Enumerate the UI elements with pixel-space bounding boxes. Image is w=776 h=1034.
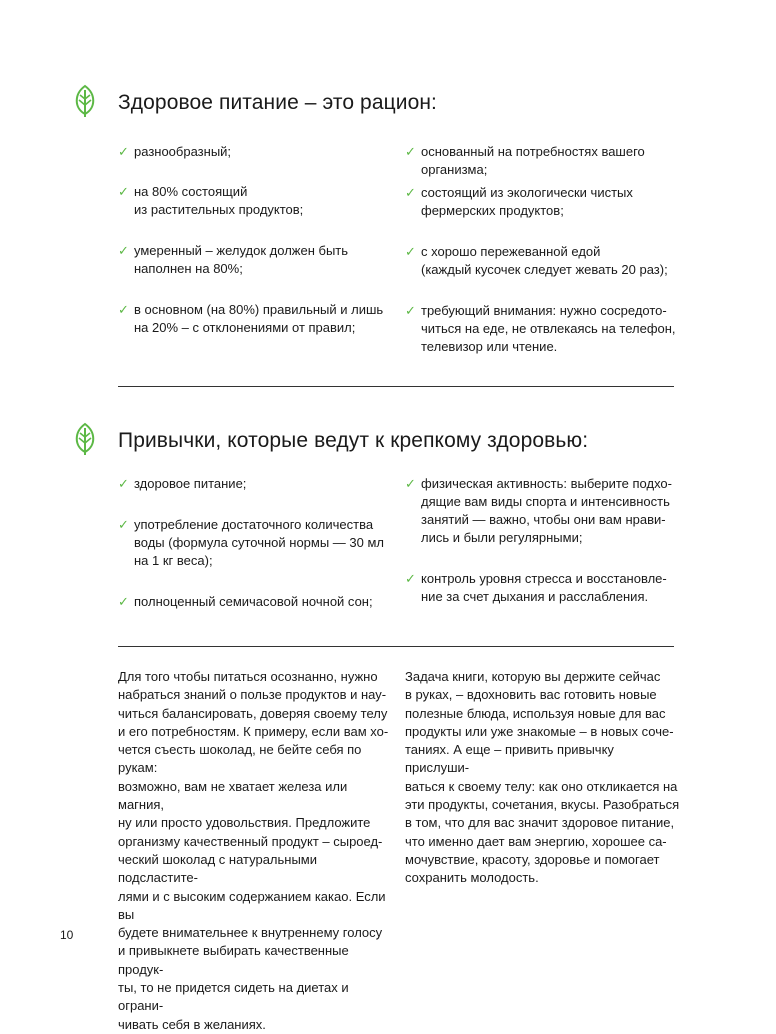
section2-right-list	[405, 475, 680, 606]
check-icon: ✓	[118, 594, 129, 609]
list-item: ✓ с хорошо пережеванной едой (каждый кусочек следует жевать 20 раз);	[405, 244, 668, 277]
check-icon: ✓	[405, 185, 416, 200]
page-number: 10	[60, 928, 74, 942]
divider	[118, 646, 674, 647]
list-item: ✓ основанный на потребностях вашего организма;	[405, 144, 645, 177]
check-icon: ✓	[118, 243, 129, 258]
check-icon: ✓	[405, 144, 416, 159]
list-item: ✓ в основном (на 80%) правильный и лишь на 20% – с отклонениями от правил;	[118, 302, 384, 335]
section-heading: Привычки, которые ведут к крепкому здоровью:	[118, 429, 589, 452]
section2-left-list	[118, 475, 393, 611]
list-item: ✓ полноценный семичасовой ночной сон;	[118, 594, 373, 609]
section1-left-list	[118, 143, 393, 337]
list-item: ✓ умеренный – желудок должен быть наполнен на 80%;	[118, 243, 349, 276]
list-item: ✓ разнообразный;	[118, 144, 232, 159]
body-paragraph-right: Задача книги, которую вы держите сейчас в руках, – вдохновить вас готовить новые полезные блюда, используя новые для вас продукты или уже знакомые – в новых соче- таниях. А еще – привить привычку прислуши- ваться к своему телу: как оно откликается на эти продукты, сочетания, вкусы. Разобраться в том, что для вас значит здоровое питание, что именно дает вам энергию, хорошее са- мочувствие, красоту, здоровье и помогает сохранить молодость.	[405, 669, 680, 886]
check-icon: ✓	[118, 302, 129, 317]
list-item: ✓ состоящий из экологически чистых фермерских продуктов;	[405, 185, 633, 218]
list-item: ✓ здоровое питание;	[118, 476, 247, 491]
list-item: ✓ контроль уровня стресса и восстановле- ние за счет дыхания и расслабления.	[405, 571, 667, 604]
list-item: ✓ употребление достаточного количества воды (формула суточной нормы — 30 мл на 1 кг веса);	[118, 517, 385, 568]
leaf-icon	[70, 84, 100, 118]
divider	[118, 386, 674, 387]
list-item: ✓ на 80% состоящий из растительных продуктов;	[118, 184, 304, 217]
check-icon: ✓	[405, 303, 416, 318]
check-icon: ✓	[405, 244, 416, 259]
leaf-icon	[70, 422, 100, 456]
check-icon: ✓	[118, 476, 129, 491]
section-heading: Здоровое питание – это рацион:	[118, 91, 437, 114]
section1-right-list	[405, 143, 680, 356]
check-icon: ✓	[118, 517, 129, 532]
check-icon: ✓	[405, 476, 416, 491]
check-icon: ✓	[118, 184, 129, 199]
check-icon: ✓	[118, 144, 129, 159]
list-item: ✓ требующий внимания: нужно сосредото- читься на еде, не отвлекаясь на телефон, телевизор или чтение.	[405, 303, 676, 354]
check-icon: ✓	[405, 571, 416, 586]
list-item: ✓ физическая активность: выберите подхо- дящие вам виды спорта и интенсивность занятий — важно, чтобы они вам нрави- лись и были регулярными;	[405, 476, 672, 545]
body-paragraph-left: Для того чтобы питаться осознанно, нужно набраться знаний о пользе продуктов и нау- читься балансировать, доверяя своему телу и его потребностям. К примеру, если вам хо- чется съесть шоколад, не бейте себя по рукам: возможно, вам не хватает железа или магния, ну или просто удовольствия. Предложите организму качественный продукт – сыроед- ческий шоколад с натуральными подсластите- лями и с высоким содержанием какао. Если вы будете внимательнее к внутреннему голосу и привыкнете выбирать качественные продук- ты, то не придется сидеть на диетах и ограни- чивать себя в желаниях.	[118, 669, 389, 1032]
